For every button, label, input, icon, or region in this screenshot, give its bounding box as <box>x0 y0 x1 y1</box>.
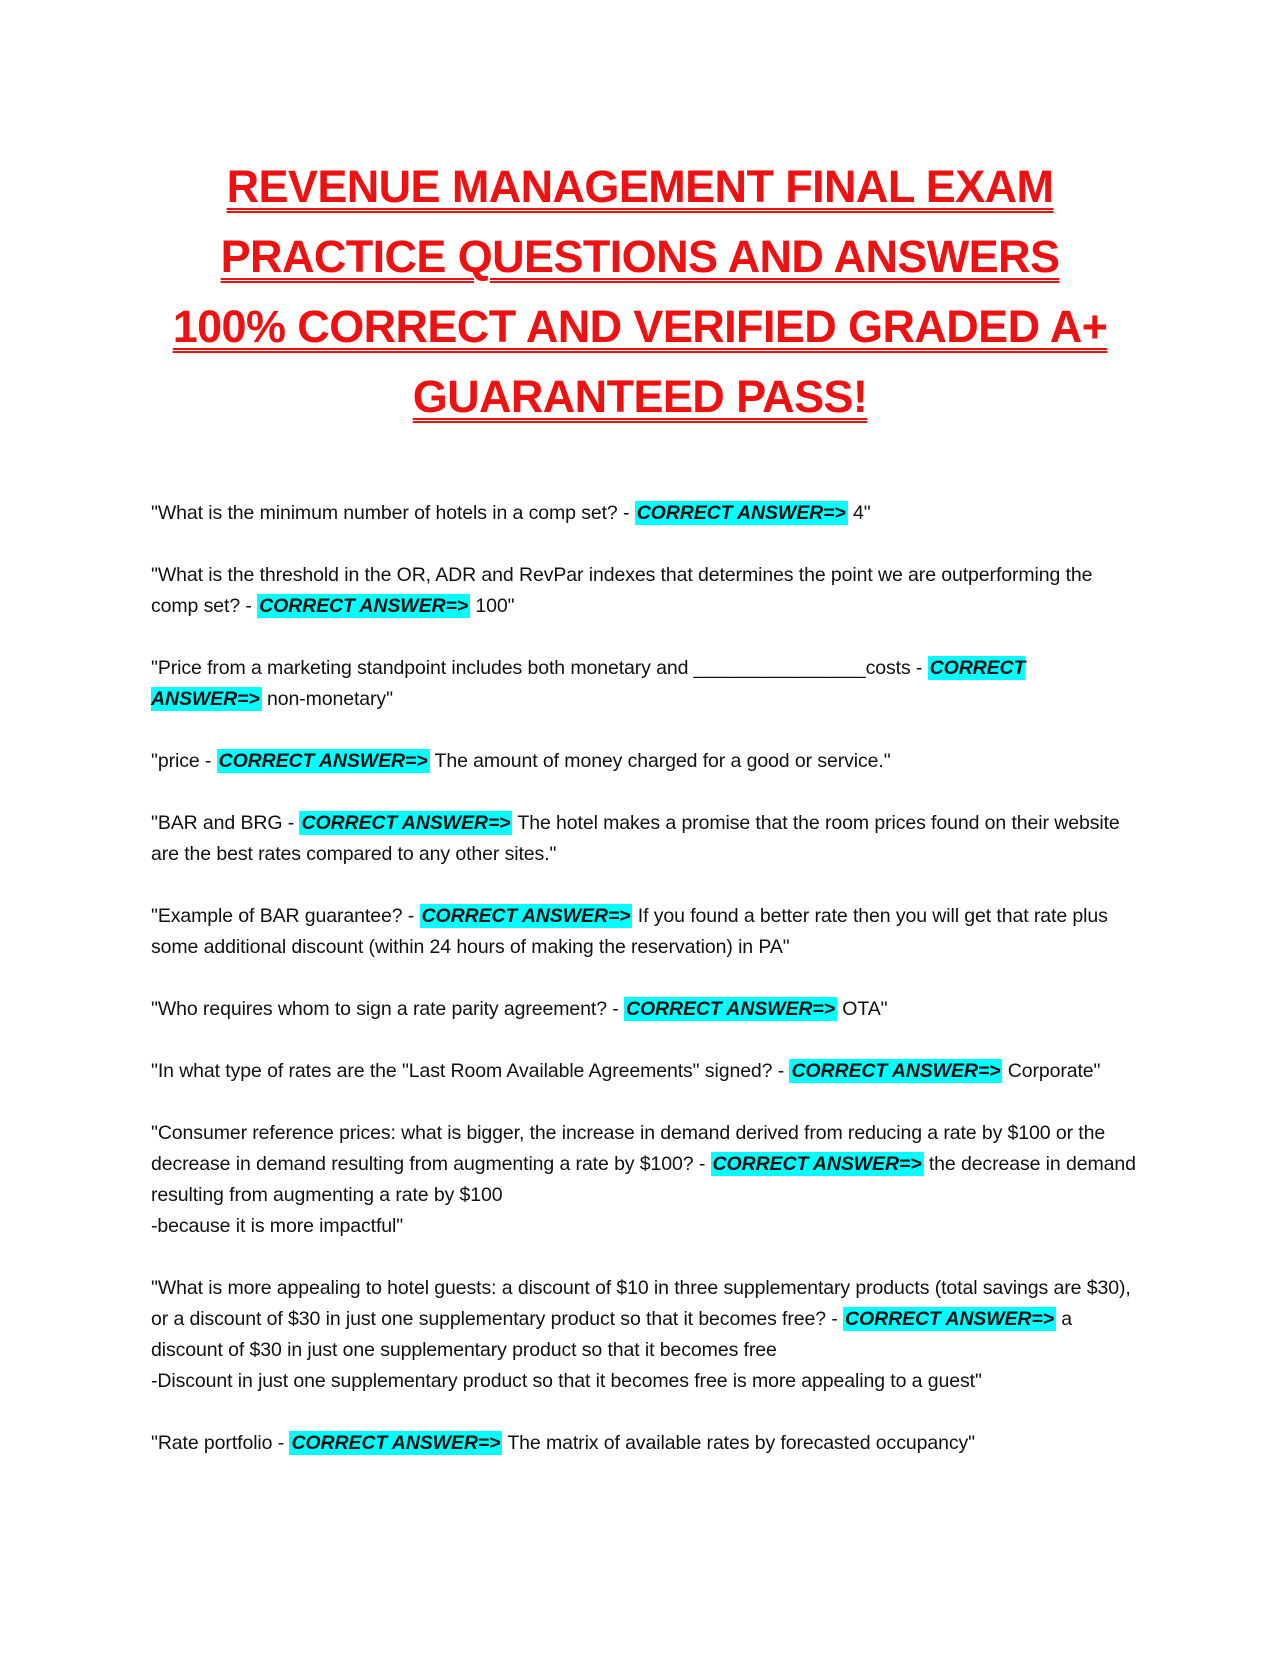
question-text: "Who requires whom to sign a rate parity agreement? - <box>151 998 624 1020</box>
answer-text: The matrix of available rates by forecasted occupancy" <box>502 1432 975 1454</box>
title-line: GUARANTEED PASS! <box>412 371 868 422</box>
answer-text: non-monetary" <box>261 688 393 710</box>
correct-answer-tag: CORRECT ANSWER=> <box>151 657 1026 710</box>
answer-text: a discount of $30 in just one supplementary product so that it becomes free -Discount in just one supplementary product so that it becomes free is more appealing to a guest" <box>151 1308 1073 1392</box>
qa-item <box>151 498 1136 529</box>
qa-item <box>151 1118 1136 1242</box>
qa-item <box>151 560 1136 622</box>
correct-answer-tag: CORRECT ANSWER=> <box>259 595 469 617</box>
question-text: "What is the threshold in the OR, ADR and RevPar indexes that determines the point we are outperforming the comp set? - <box>151 564 1093 617</box>
qa-item <box>151 1056 1136 1087</box>
correct-answer-tag: CORRECT ANSWER=> <box>291 1432 501 1454</box>
qa-item <box>151 994 1136 1025</box>
correct-answer-tag: CORRECT ANSWER=> <box>712 1153 922 1175</box>
question-text: "In what type of rates are the "Last Room Available Agreements" signed? - <box>151 1060 790 1082</box>
question-text: "price - <box>151 750 217 772</box>
qa-list <box>151 498 1136 1490</box>
correct-answer-tag: CORRECT ANSWER=> <box>421 905 631 927</box>
qa-item <box>151 1428 1136 1459</box>
question-text: "What is more appealing to hotel guests: a discount of $10 in three supplementary products (total savings are $30), or a discount of $30 in just one supplementary product so that it becomes free? - <box>151 1277 1131 1330</box>
question-text: "Price from a marketing standpoint includes both monetary and ________________costs - <box>151 657 928 679</box>
qa-item <box>151 901 1136 963</box>
title-line: PRACTICE QUESTIONS AND ANSWERS <box>220 231 1060 282</box>
correct-answer-tag: CORRECT ANSWER=> <box>301 812 511 834</box>
answer-text: the decrease in demand resulting from augmenting a rate by $100 -because it is more impactful" <box>151 1153 1136 1237</box>
qa-item <box>151 808 1136 870</box>
answer-text: The amount of money charged for a good or service." <box>429 750 891 772</box>
answer-text: The hotel makes a promise that the room prices found on their website are the best rates compared to any other sites." <box>151 812 1125 865</box>
answer-text: If you found a better rate then you will get that rate plus some additional discount (within 24 hours of making the reservation) in PA" <box>151 905 1114 958</box>
title-line: 100% CORRECT AND VERIFIED GRADED A+ <box>172 301 1108 352</box>
correct-answer-tag: CORRECT ANSWER=> <box>626 998 835 1020</box>
correct-answer-tag: CORRECT ANSWER=> <box>845 1308 1054 1330</box>
correct-answer-tag: CORRECT ANSWER=> <box>218 750 428 772</box>
question-text: "Consumer reference prices: what is bigger, the increase in demand derived from reducing a rate by $100 or the decrease in demand resulting from augmenting a rate by $100? - <box>151 1122 1106 1175</box>
question-text: "Rate portfolio - <box>151 1432 290 1454</box>
answer-text: Corporate" <box>1002 1060 1101 1082</box>
qa-item <box>151 653 1136 715</box>
qa-item <box>151 746 1136 777</box>
correct-answer-tag: CORRECT ANSWER=> <box>636 502 846 524</box>
question-text: "BAR and BRG - <box>151 812 300 834</box>
answer-text: 4" <box>847 502 871 524</box>
answer-text: 100" <box>470 595 515 617</box>
question-text: "What is the minimum number of hotels in a comp set? - <box>151 502 635 524</box>
question-text: "Example of BAR guarantee? - <box>151 905 420 927</box>
document-title <box>130 152 1150 432</box>
title-line: REVENUE MANAGEMENT FINAL EXAM <box>226 161 1054 212</box>
correct-answer-tag: CORRECT ANSWER=> <box>791 1060 1001 1082</box>
answer-text: OTA" <box>836 998 888 1020</box>
qa-item <box>151 1273 1136 1397</box>
